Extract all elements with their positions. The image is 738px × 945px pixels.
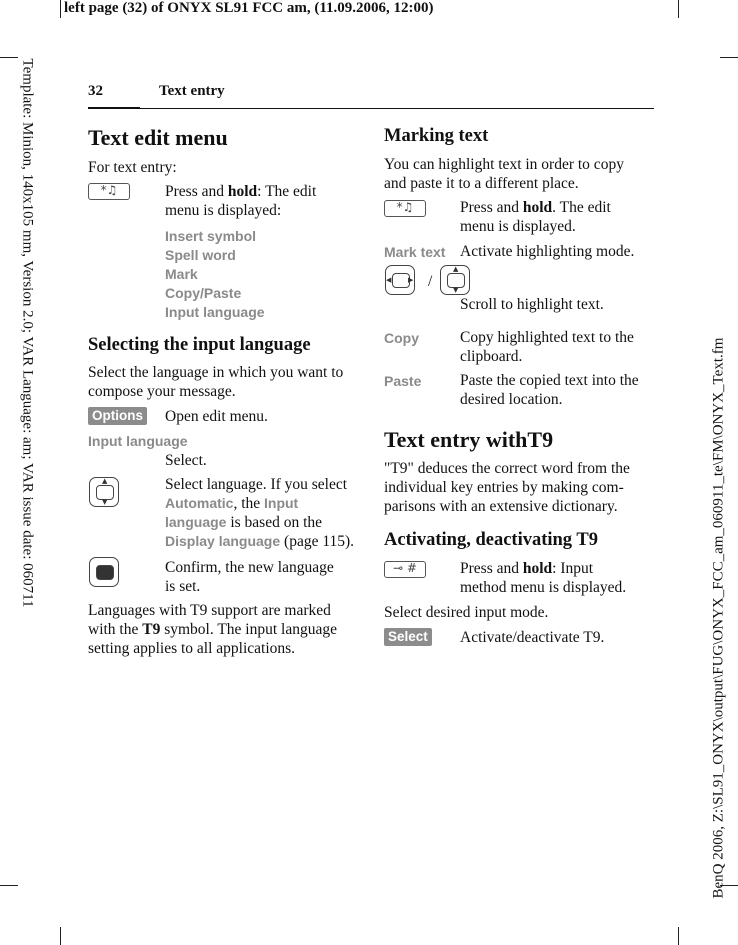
crop-mark [60, 927, 61, 945]
left-margin-text: Template: Minion, 140x105 mm, Version 2.0; VAR Language: am; VAR issue date: 060711 [19, 58, 36, 608]
edit-menu-intro: For text entry: [88, 159, 177, 176]
top-file-label: left page (32) of ONYX SL91 FCC am, (11.09.2006, 12:00) [64, 0, 434, 16]
t9-heading: Text entry withT9 [384, 427, 554, 452]
activate-t9-desc: Activate/deactivate T9. [460, 629, 605, 646]
paste-label: Paste [384, 373, 422, 389]
copy-desc: Copy highlighted text to the clipboard. [460, 329, 634, 365]
navigation-key-icon: ▲ ▼ [89, 477, 119, 507]
crop-mark [0, 57, 18, 58]
hash-key-icon: ⊸ # [384, 561, 426, 578]
marking-press-hold: Press and hold. The edit menu is displayed. [460, 199, 611, 235]
select-language-text: Select language. If you select Automatic, the Input language is based on the Display language (page 115). [165, 476, 355, 550]
up-down-nav-icon: ▲ ▼ [440, 265, 470, 295]
mark-text-desc: Activate highlighting mode. [460, 243, 635, 260]
options-softkey[interactable]: Options [88, 407, 147, 425]
nav-slash: / [428, 273, 433, 290]
crop-mark [678, 927, 679, 945]
marking-text-heading: Marking text [384, 126, 489, 146]
t9-press-hold: Press and hold: Input method menu is displayed. [460, 560, 627, 596]
t9-support-note: Languages with T9 support are marked with the T9 symbol. The input language setting applies to all applications. [88, 602, 337, 657]
mark-text-label: Mark text [384, 244, 446, 260]
marking-intro: You can highlight text in order to copy and paste it to a different place. [384, 156, 624, 192]
section-title: Text entry [159, 83, 225, 99]
edit-menu-list [165, 227, 265, 322]
edit-menu-press-hold: Press and hold: The edit menu is displayed: [165, 183, 317, 219]
select-text: Select. [165, 452, 207, 469]
crop-mark [0, 885, 18, 886]
crop-mark [678, 0, 679, 18]
menu-item: Insert symbol [165, 228, 257, 244]
star-key-icon: *♫ [88, 183, 130, 200]
crop-mark [60, 0, 61, 18]
select-mode-text: Select desired input mode. [384, 604, 549, 621]
menu-item: Copy/Paste [165, 285, 242, 301]
input-language-heading: Selecting the input language [88, 335, 311, 355]
edit-menu-heading: Text edit menu [88, 125, 228, 150]
left-right-nav-icon: ◀ ▶ [385, 265, 415, 295]
page-number: 32 [88, 83, 103, 99]
center-key-icon [89, 557, 119, 587]
paste-desc: Paste the copied text into the desired location. [460, 372, 639, 408]
right-margin-text: BenQ 2006, Z:\SL91_ONYX\output\FUG\ONYX_FCC_am_060911_te\FM\ONYX_Text.fm [710, 337, 727, 899]
header-rule [88, 108, 654, 109]
menu-item: Spell word [165, 247, 236, 263]
menu-item: Input language [165, 304, 265, 320]
open-edit-menu-text: Open edit menu. [165, 408, 268, 425]
scroll-desc: Scroll to highlight text. [460, 296, 604, 313]
star-key-icon: *♫ [384, 200, 426, 217]
input-language-intro: Select the language in which you want to compose your message. [88, 364, 344, 400]
copy-label: Copy [384, 330, 419, 346]
confirm-text: Confirm, the new language is set. [165, 559, 334, 595]
select-softkey[interactable]: Select [384, 628, 432, 646]
menu-item: Mark [165, 266, 198, 282]
input-language-label: Input language [88, 433, 188, 449]
t9-description: "T9" deduces the correct word from the individual key entries by making com- parisons with an extensive dictionary. [384, 460, 630, 515]
activate-t9-heading: Activating, deactivating T9 [384, 530, 598, 550]
